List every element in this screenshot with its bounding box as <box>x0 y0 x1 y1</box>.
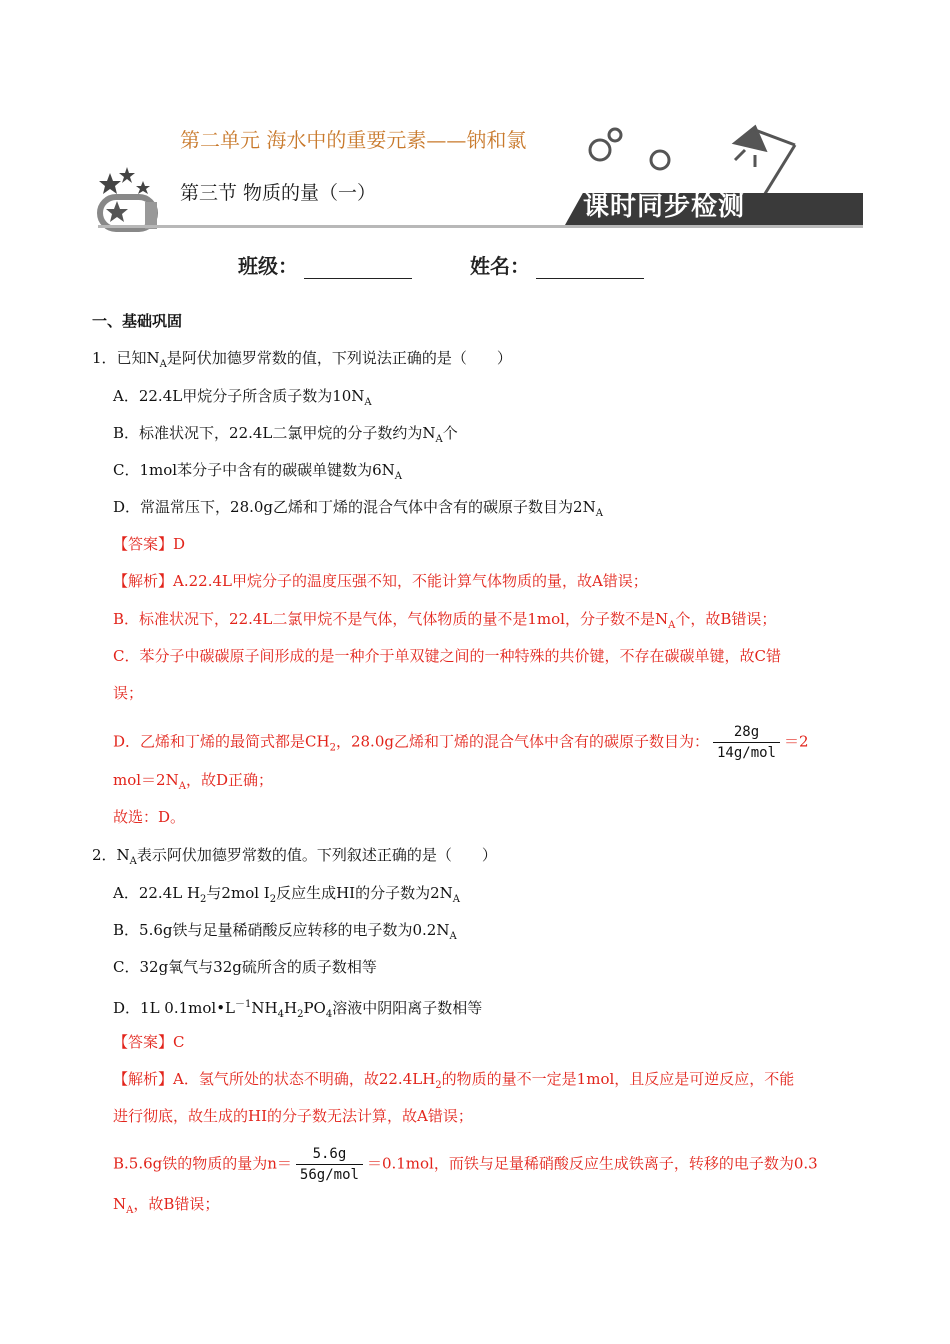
q1-option-a: A．22.4L甲烷分子所含质子数为$10N_A$ <box>113 387 372 408</box>
q1-option-c: C．1mol苯分子中含有的碳碳单键数为$6N_A$ <box>113 461 402 482</box>
q1-fraction: $\frac{28g}{\text{14g/mol}}$ <box>713 722 780 763</box>
name-blank[interactable] <box>536 260 644 279</box>
q2-option-d: D．1L $0.1mol•L^{-1}NH_4H_2PO_4$溶液中阴阳离子数相等 <box>113 999 483 1020</box>
q2-answer: 【答案】C <box>113 1033 185 1051</box>
class-field <box>238 250 412 279</box>
q2-option-b: B．5.6g铁与足量稀硝酸反应转移的电子数为$0.2N_A$ <box>113 921 457 942</box>
class-label: 班级： <box>238 254 298 278</box>
emblem-icon <box>99 167 157 229</box>
q1-exp3: C．苯分子中碳碳原子间形成的是一种介于单双键之间的一种特殊的共价键，不存在碳碳单键，故C错 <box>113 647 781 665</box>
header-rule <box>98 225 863 228</box>
q1-option-d: D．常温常压下，28.0g乙烯和丁烯的混合气体中含有的碳原子数目为$2N_A$ <box>113 498 603 519</box>
q2-option-a: A．22.4L $H_2$与2mol $I_2$反应生成HI的分子数为$2N_A$ <box>113 884 461 905</box>
section-title: 第三节 物质的量（一） <box>180 182 377 204</box>
q2-fraction: $\frac{5.6g}{\text{56g/mol}}$ <box>296 1144 363 1185</box>
q2-exp1c: 进行彻底，故生成的HI的分子数无法计算，故A错误； <box>113 1107 473 1125</box>
name-label: 姓名： <box>470 254 530 278</box>
q1-exp3b: 误； <box>113 684 144 702</box>
badge-title: 课时同步检测 <box>583 192 746 222</box>
q1-exp2: B．标准状况下，22.4L二氯甲烷不是气体，气体物质的量不是1mol，分子数不是$N_A$个，故B错误； <box>113 610 777 631</box>
q1-exp1: 【解析】A.22.4L甲烷分子的温度压强不知，不能计算气体物质的量，故A错误； <box>113 572 648 590</box>
class-blank[interactable] <box>304 260 412 279</box>
q1-stem: 1．已知$N_A$是阿伏加德罗常数的值，下列说法正确的是（ ） <box>92 349 512 370</box>
q1-exp5: $mol=2N_A$，故D正确； <box>113 771 273 792</box>
q2-exp3: $N_A$，故B错误； <box>113 1195 220 1216</box>
q2-exp2: B.5.6g铁的物质的量为n＝ $\frac{5.6g}{\text{56g/mol}}$ ＝0.1mol，而铁与足量稀硝酸反应生成铁离子，转移的电子数为0.3 <box>113 1146 818 1183</box>
section-heading: 一、基础巩固 <box>92 312 183 330</box>
q1-answer: 【答案】D <box>113 535 186 553</box>
q1-option-b: B．标准状况下，22.4L二氯甲烷的分子数约为$N_A$个 <box>113 424 458 445</box>
q1-exp4: D．乙烯和丁烯的最简式都是$CH_2$，28.0g乙烯和丁烯的混合气体中含有的碳原子数目为： $\frac{28g}{\text{14g/mol}}$ ＝2 <box>113 724 809 761</box>
unit-title: 第二单元 海水中的重要元素——钠和氯 <box>180 128 527 152</box>
q2-option-c: C．32g氧气与32g硫所含的质子数相等 <box>113 958 377 976</box>
q1-exp6: 故选：D。 <box>113 808 186 826</box>
q2-stem: 2．$N_A$表示阿伏加德罗常数的值。下列叙述正确的是（ ） <box>92 846 497 867</box>
q2-exp1: 【解析】A．氢气所处的状态不明确，故$22.4LH_2$的物质的量不一定是1mol，且反应是可逆反应，不能 <box>113 1070 795 1091</box>
name-field <box>470 250 644 279</box>
